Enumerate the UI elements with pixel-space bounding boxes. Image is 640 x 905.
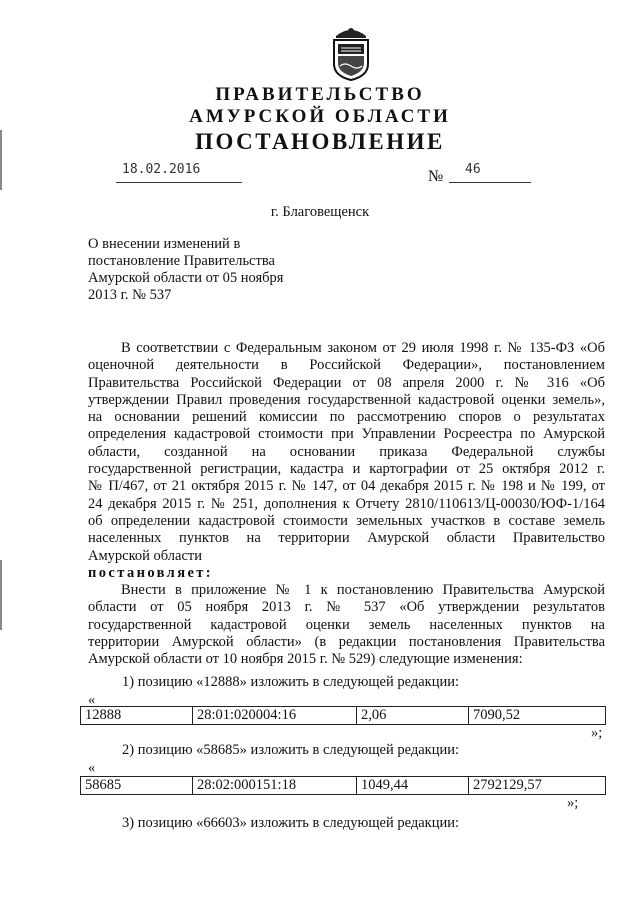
preamble-line: № П/467, от 21 октября 2015 г. № 147, от 04 декабря 2015 г. № 198 и № 199, от [88,478,605,495]
government-title: ПРАВИТЕЛЬСТВО [215,84,425,105]
closing-quote: »; [567,795,579,811]
preamble-line: на основании решений комиссии по рассмотрению споров о результатах [88,409,605,426]
preamble-line: области, созданной на основании приказа Федеральной службы [88,443,605,460]
number-underline [449,182,531,183]
preamble-line: 24 декабря 2015 г. № 251, дополнения к Отчету 2810/110613/Ц-00030/ЮФ-1/164 [88,495,605,512]
subject-line: 2013 г. № 537 [88,287,172,303]
main-paragraph-line: области от 05 ноября 2013 г. № 537 «Об утверждении результатов [88,599,605,616]
table-cell-area: 1049,44 [357,777,469,795]
main-paragraph-line: территории Амурской области» (в редакции постановления Правительства [88,634,605,651]
document-type-title: ПОСТАНОВЛЕНИЕ [195,129,445,154]
main-paragraph-line: Внести в приложение № 1 к постановлению Правительства Амурской [121,582,605,599]
table-cell-cadastral-number: 28:01:020004:16 [193,707,357,725]
table-cell-area: 2,06 [357,707,469,725]
coat-of-arms-emblem [328,26,374,82]
preamble-line: оценочной деятельности в Российской Федерации», постановлением [88,357,605,374]
city: г. Благовещенск [270,204,370,220]
table-cell-value: 7090,52 [469,707,606,725]
table-cell-cadastral-number: 28:02:000151:18 [193,777,357,795]
main-paragraph-line: государственной кадастровой оценки земель населенных пунктов на [88,616,605,633]
subject-line: Амурской области от 05 ноября [88,270,284,286]
opening-quote: « [88,760,96,776]
change-table-2 [80,776,606,795]
document-number: 46 [465,162,481,177]
subject-line: О внесении изменений в [88,236,241,252]
table-cell-value: 2792129,57 [469,777,606,795]
region-title: АМУРСКОЙ ОБЛАСТИ [189,106,451,127]
table-cell-position: 12888 [81,707,193,725]
change-table-1 [80,706,606,725]
preamble-line: об определении кадастровой стоимости земельных участков в составе земель [88,512,605,529]
resolves-heading: постановляет: [88,564,214,581]
change-item-1-label: 1) позицию «12888» изложить в следующей редакции: [122,674,460,690]
preamble-line: утверждении Правил проведения государственной кадастровой оценки земель», [88,391,605,408]
number-sign: № [428,168,444,185]
table-row [81,777,606,795]
table-row [81,707,606,725]
main-paragraph-line: Амурской области от 10 ноября 2015 г. № 529) следующие изменения: [88,651,523,668]
opening-quote: « [88,692,96,708]
preamble-line: определения кадастровой стоимости при Управлении Росреестра по Амурской [88,426,605,443]
subject-line: постановление Правительства [88,253,275,269]
document-body [88,340,605,669]
preamble-line: В соответствии с Федеральным законом от 29 июля 1998 г. № 135-ФЗ «Об [121,340,605,356]
preamble-line: Амурской области [88,547,202,564]
document-date: 18.02.2016 [122,162,201,177]
change-item-2-label: 2) позицию «58685» изложить в следующей редакции: [122,742,460,758]
preamble-line: Правительства Российской Федерации от 08 апреля 2000 г. № 316 «Об [88,374,605,391]
preamble-line: государственной регистрации, кадастра и картографии от 25 октября 2012 г. [88,461,605,478]
document-subject [88,236,283,304]
date-underline [116,182,242,183]
preamble-line: населенных пунктов на территории Амурской области Правительство [88,530,605,547]
table-cell-position: 58685 [81,777,193,795]
closing-quote: »; [591,725,603,741]
margin-mark [0,560,2,630]
change-item-3-label: 3) позицию «66603» изложить в следующей редакции: [122,815,460,831]
